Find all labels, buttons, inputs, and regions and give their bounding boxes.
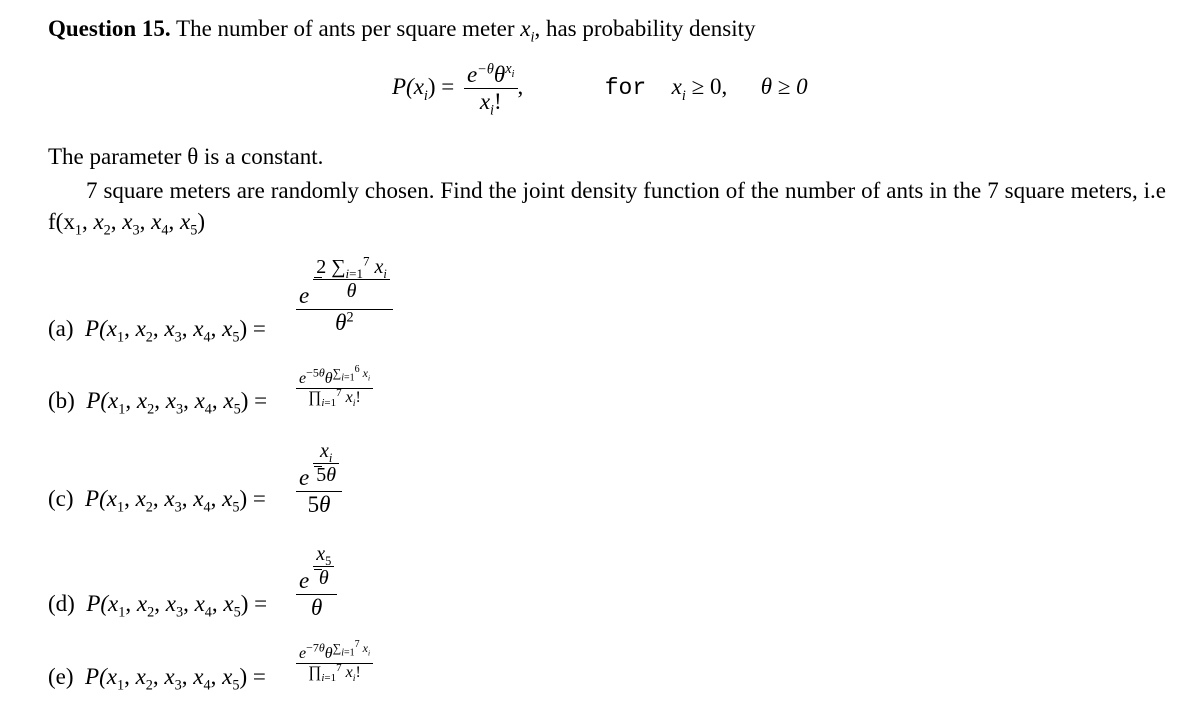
pmf-formula: $P(x_i)$ = $\frac{e^{-\theta}\theta^{x_i}}{x_i!}$ , for $x_i \ge 0$, θ ≥ 0 bbox=[392, 61, 808, 120]
pmf-fraction: $\frac{e^{-\theta}\theta^{x_i}}{x_i!}$ bbox=[464, 62, 517, 116]
theta-condition: θ ≥ 0 bbox=[760, 74, 808, 100]
task-paragraph: 7 square meters are randomly chosen. Find the joint density function of the number of ants in the 7 square meters, i.e $f(x_1$, $x_2$, $x_3$, $x_4$, $x_5$) bbox=[48, 178, 1166, 239]
option-a-minus bbox=[314, 277, 322, 278]
option-b[interactable]: (b) $P(x_1$, $x_2$, $x_3$, $x_4$, $x_5$) = bbox=[48, 388, 268, 418]
option-a-expression: e $\frac{2 \sum_{i=1}^7 x_i}{\theta}$ $\theta^2$ bbox=[296, 256, 393, 336]
question-number: Question 15. bbox=[48, 16, 171, 41]
option-c-minus bbox=[314, 466, 322, 467]
option-c[interactable]: (c) $P(x_1$, $x_2$, $x_3$, $x_4$, $x_5$) = bbox=[48, 486, 266, 516]
option-b-expression: $\frac{e^{-5\theta}\theta^{\sum_{i=1}^6 x_i}}{\prod_{i=1}^7 x_i!}$ bbox=[296, 370, 373, 408]
option-d-minus bbox=[314, 569, 322, 570]
for-keyword: for bbox=[604, 75, 647, 102]
option-d[interactable]: (d) $P(x_1$, $x_2$, $x_3$, $x_4$, $x_5$) = bbox=[48, 591, 268, 621]
question-intro: The number of ants per square meter $x_i$, has probability density bbox=[176, 16, 756, 46]
option-e[interactable]: (e) $P(x_1$, $x_2$, $x_3$, $x_4$, $x_5$) = bbox=[48, 664, 266, 694]
option-e-expression: $\frac{e^{-7\theta}\theta^{\sum_{i=1}^7 x_i}}{\prod_{i=1}^7 x_i!}$ bbox=[296, 645, 373, 683]
option-d-expression: e $\frac{x_5}{\theta}$ θ bbox=[296, 543, 337, 621]
parameter-statement: The parameter θ is a constant. bbox=[48, 144, 324, 169]
option-a[interactable]: (a) $P(x_1$, $x_2$, $x_3$, $x_4$, $x_5$) = bbox=[48, 316, 266, 346]
option-c-expression: e $\frac{x_i}{5\theta}$ 5θ bbox=[296, 440, 342, 518]
question-heading-line bbox=[48, 16, 756, 46]
